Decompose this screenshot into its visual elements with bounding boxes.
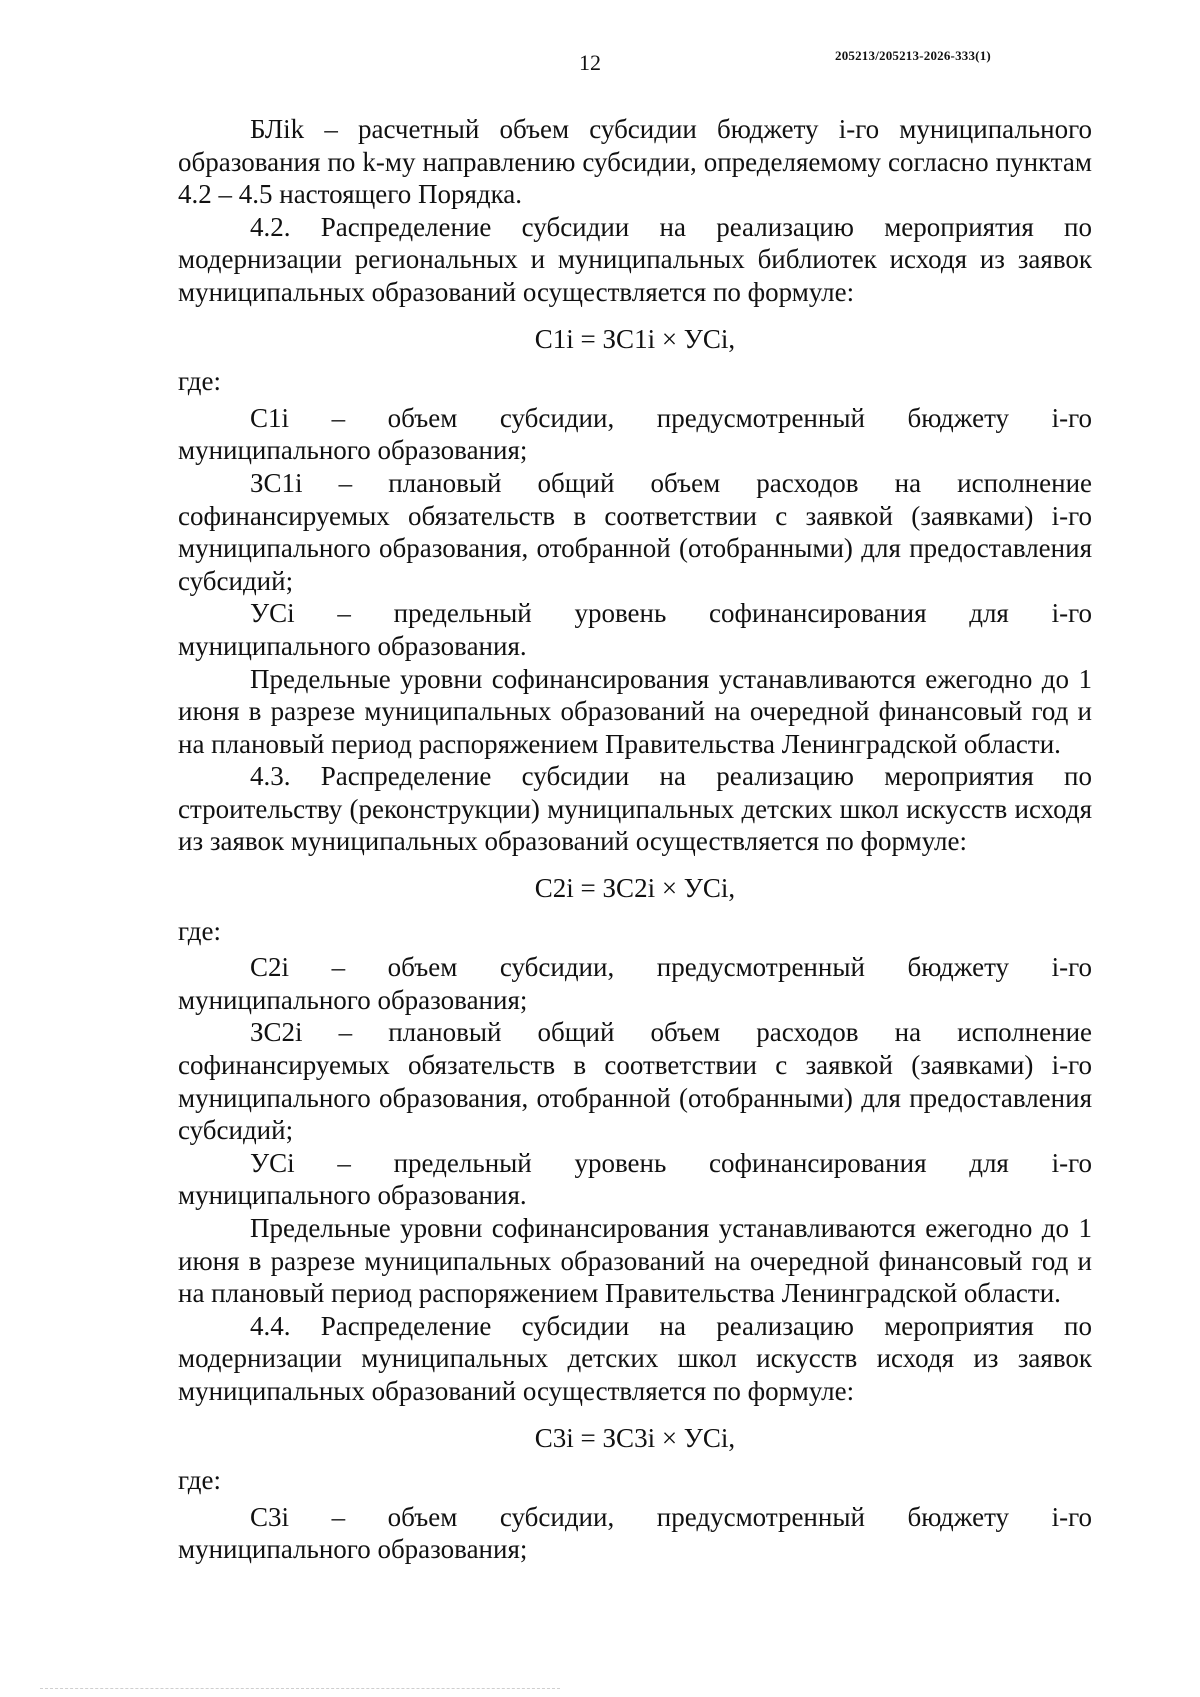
definition-c1-tail: муниципального образования; (178, 435, 528, 466)
paragraph-bl-definition: БЛik – расчетный объем субсидии бюджету i-го муниципального образования по k-му направлению субсидии, определяемому согласно пунктам 4.2 – 4.5 настоящего Порядка. (178, 114, 1092, 210)
definition-c2-tail: муниципального образования; (178, 984, 528, 1015)
paragraph-cofinancing-levels-2: Предельные уровни софинансирования устанавливаются ежегодно до 1 июня в разрезе муниципальных образований на очередной финансовый год и на плановый период распоряжением Правительства Ленинградской области. (178, 1213, 1092, 1309)
paragraph-cofinancing-levels-1: Предельные уровни софинансирования устанавливаются ежегодно до 1 июня в разрезе муниципальных образований на очередной финансовый год и на плановый период распоряжением Правительства Ленинградской области. (178, 663, 1092, 759)
definition-us2-tail: муниципального образования. (178, 1180, 527, 1211)
formula-c2: С2i = ЗС2i × УСi, (534, 873, 736, 904)
document-body (178, 113, 1092, 1566)
definition-us1-lead: УСi – предельный уровень софинансирования для i-го (250, 598, 1092, 629)
document-code: 205213/205213-2026-333(1) (835, 48, 991, 63)
paragraph-4-3: 4.3. Распределение субсидии на реализацию мероприятия по строительству (реконструкции) муниципальных детских школ искусств исходя из заявок муниципальных образований осуществляется по формуле: (178, 761, 1092, 857)
definition-c3-tail: муниципального образования; (178, 1534, 528, 1565)
formula-c1: С1i = ЗС1i × УСi, (534, 323, 736, 354)
definition-c1-lead: С1i – объем субсидии, предусмотренный бюджету i-го (250, 402, 1092, 433)
definition-us2-lead: УСi – предельный уровень софинансирования для i-го (250, 1147, 1092, 1178)
definition-zc1: ЗС1i – плановый общий объем расходов на исполнение софинансируемых обязательств в соответствии с заявкой (заявками) i-го муниципального образования, отобранной (отобранными) для предоставления субсидий; (178, 467, 1092, 596)
where-label: где: (178, 1465, 221, 1496)
definition-c3-lead: С3i – объем субсидии, предусмотренный бюджету i-го (250, 1501, 1092, 1532)
paragraph-4-4: 4.4. Распределение субсидии на реализацию мероприятия по модернизации муниципальных детских школ искусств исходя из заявок муниципальных образований осуществляется по формуле: (178, 1310, 1092, 1406)
formula-c3: С3i = ЗС3i × УСi, (534, 1422, 736, 1453)
definition-us1-tail: муниципального образования. (178, 630, 527, 661)
scan-edge-line (40, 1688, 560, 1689)
definition-c2-lead: С2i – объем субсидии, предусмотренный бюджету i-го (250, 952, 1092, 983)
page-number: 12 (579, 50, 601, 75)
where-label: где: (178, 915, 221, 946)
where-label: где: (178, 366, 221, 397)
paragraph-4-2: 4.2. Распределение субсидии на реализацию мероприятия по модернизации региональных и муниципальных библиотек исходя из заявок муниципальных образований осуществляется по формуле: (178, 211, 1092, 307)
definition-zc2: ЗС2i – плановый общий объем расходов на исполнение софинансируемых обязательств в соответствии с заявкой (заявками) i-го муниципального образования, отобранной (отобранными) для предоставления субсидий; (178, 1017, 1092, 1146)
